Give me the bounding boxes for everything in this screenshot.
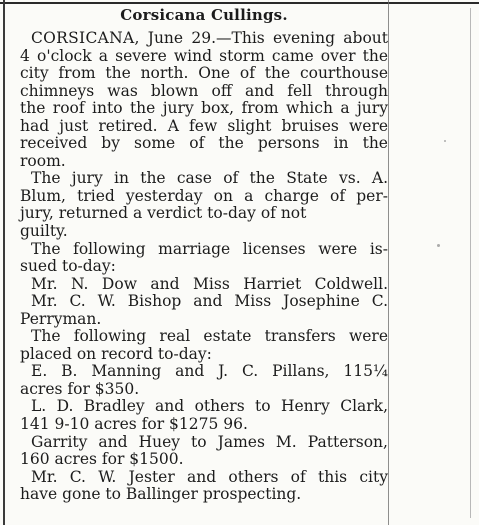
paper-fold-line (470, 8, 471, 518)
left-column-rule (3, 0, 5, 525)
article-line: the roof into the jury box, from which a jury (20, 99, 388, 118)
article-line: L. D. Bradley and others to Henry Clark, (31, 397, 388, 416)
article-line: city from the north. One of the courthouse (20, 64, 388, 83)
article-line: 4 o'clock a severe wind storm came over the (20, 46, 388, 65)
print-speck (437, 244, 440, 247)
article-line: guilty. (20, 222, 68, 241)
article-line: had just retired. A few slight bruises were (20, 116, 389, 135)
right-column-rule (388, 0, 389, 525)
article-line: placed on record to-day: (20, 344, 212, 363)
article-line: room. (20, 151, 66, 170)
article-line: The following real estate transfers were (31, 327, 389, 346)
dateline-place: CORSICANA (31, 29, 135, 47)
article-line: jury, returned a verdict to-day of not (20, 204, 307, 223)
article-line: chimneys was blown off and fell through (20, 81, 389, 100)
article-line: The jury in the case of the State vs. A. (31, 169, 389, 188)
article-headline: Corsicana Cullings. (120, 6, 288, 24)
dateline-text: , June 29.—This evening about (134, 29, 389, 47)
article-line: have gone to Ballinger prospecting. (20, 485, 302, 504)
article-line (20, 30, 388, 48)
article-line: The following marriage licenses were is- (31, 239, 388, 258)
article-line: Blum, tried yesterday on a charge of per- (20, 186, 388, 205)
article-line: acres for $350. (20, 379, 140, 398)
article-line: Garrity and Huey to James M. Patterson, (31, 432, 388, 451)
top-column-rule (0, 2, 479, 4)
article-line: E. B. Manning and J. C. Pillans, 115¼ (31, 362, 388, 381)
article-line: Mr. N. Dow and Miss Harriet Coldwell. (31, 274, 389, 293)
article-line: sued to-day: (20, 257, 116, 276)
article-body (20, 30, 388, 504)
print-speck (444, 140, 446, 142)
article-line: received by some of the persons in the (20, 134, 388, 153)
article-line: Mr. C. W. Bishop and Miss Josephine C. (31, 292, 389, 311)
news-article (20, 6, 388, 504)
article-line: Mr. C. W. Jester and others of this city (31, 467, 388, 486)
article-line: Perryman. (20, 309, 102, 328)
article-line: 141 9-10 acres for $1275 96. (20, 415, 248, 434)
article-line: 160 acres for $1500. (20, 450, 184, 469)
